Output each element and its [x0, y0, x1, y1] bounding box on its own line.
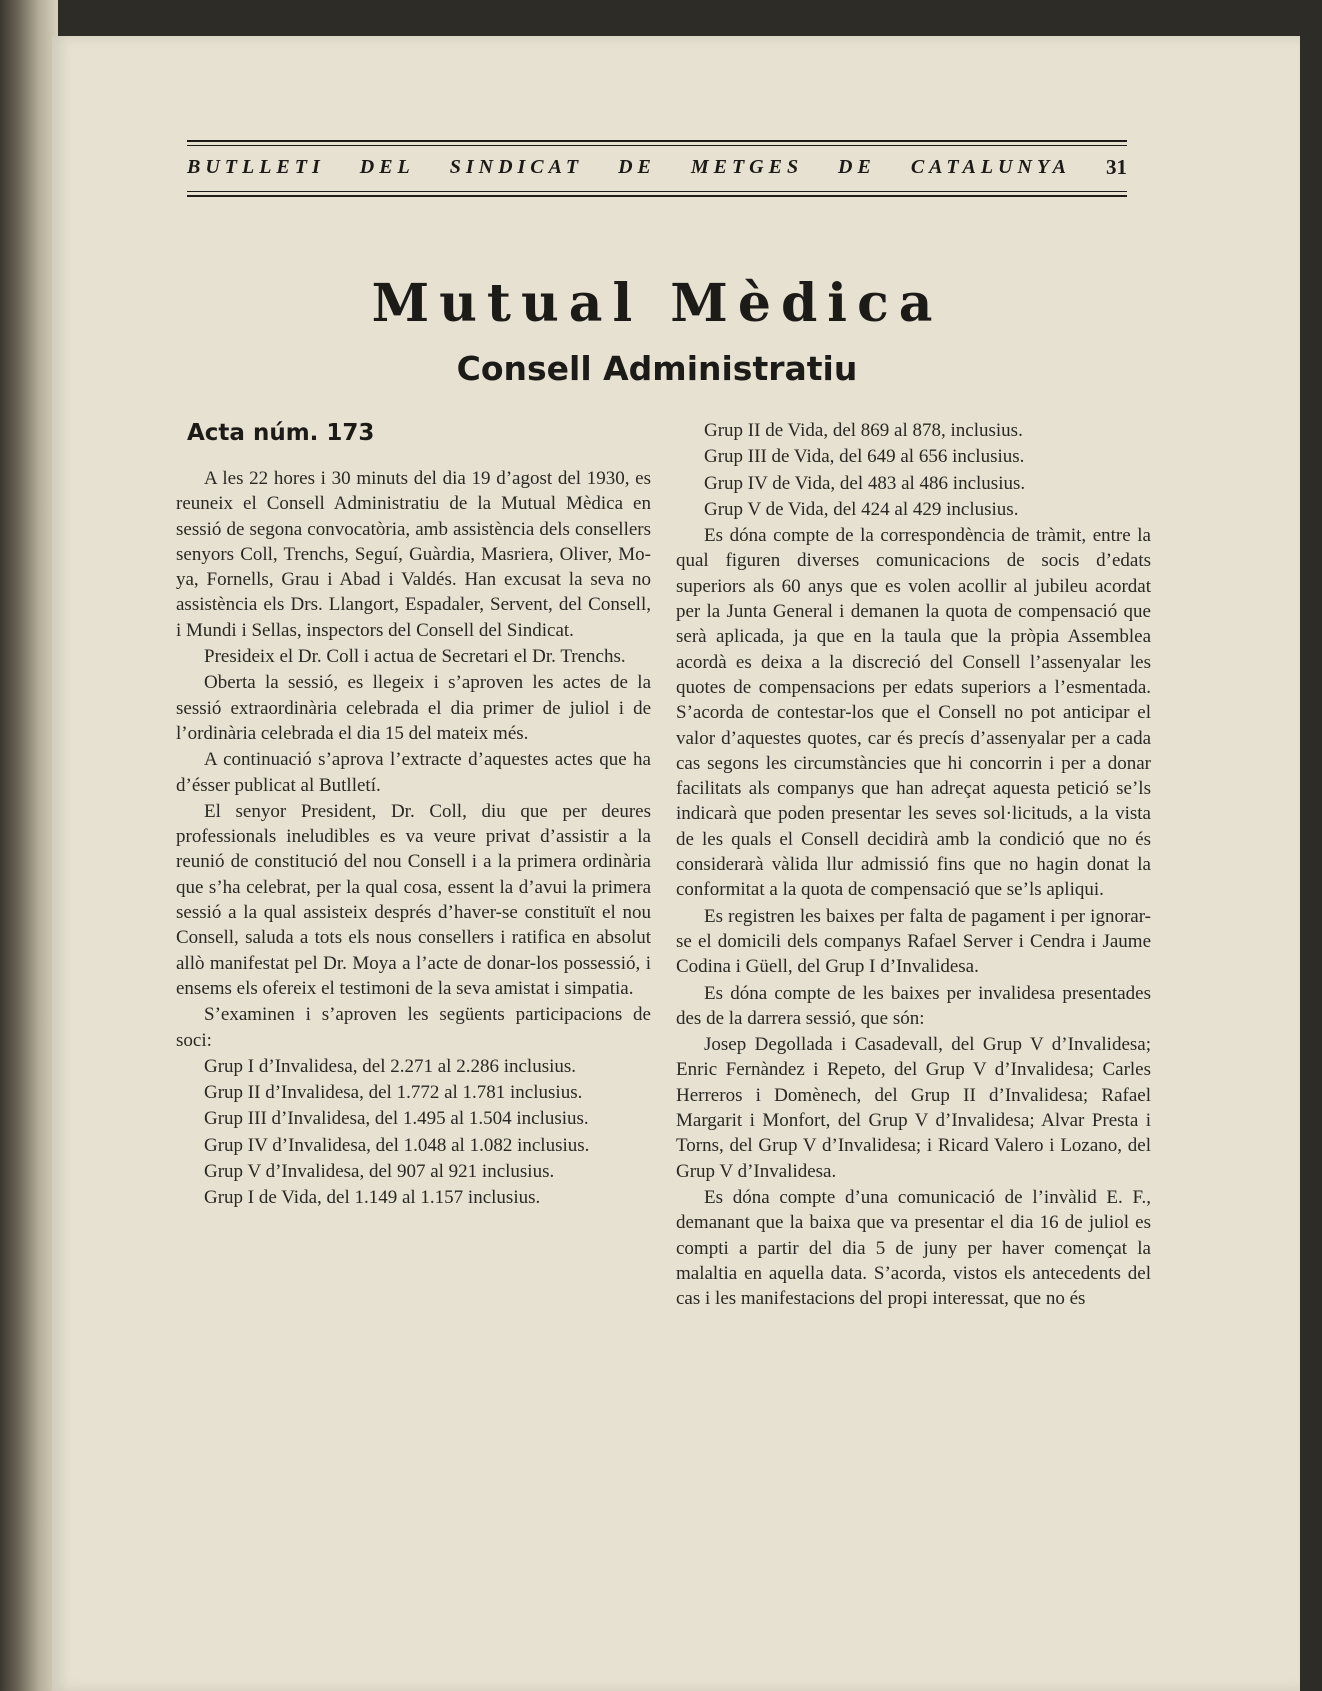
- paragraph: A les 22 hores i 30 minuts del dia 19 d’agost del 1930, es reuneix el Consell Administratiu de la Mutual Mèdica en sessió de segona convocatòria, amb assistència dels consellers senyors Coll, Trenchs, Seguí, Guàrdia, Masriera, Oliver, Moya, Fornells, Grau i Abad i Valdés. Han excusat la seva no assistència els Drs. Llangort, Espadaler, Servent, del Consell, i Mundi i Sellas, inspectors del Consell del Sindicat.: [176, 468, 651, 641]
- book-binding-shadow: [0, 0, 58, 1691]
- head-word: CATALUNYA: [910, 156, 1072, 178]
- paragraph: S’examinen i s’aproven les següents participacions de soci:: [176, 1004, 651, 1051]
- head-rule-bottom-thin: [187, 191, 1127, 192]
- article-subtitle: Consell Administratiu: [456, 349, 858, 388]
- paragraph: Josep Degollada i Casadevall, del Grup V d’Invalidesa; Enric Fernàndez i Repeto, del Grup V d’Invalidesa; Carles Herreros i Domènech, del Grup II d’Invalidesa; Rafael Margarit i Monfort, del Grup V d’Invalidesa; Alvar Presta i Torns, del Grup V d’Invalidesa; i Ricard Valero i Lozano, del Grup V d’Invalidesa.: [676, 1034, 1151, 1182]
- list-item: Grup I de Vida, del 1.149 al 1.157 inclusius.: [204, 1187, 541, 1209]
- list-item: Grup IV de Vida, del 483 al 486 inclusius.: [704, 472, 1026, 494]
- list-item: Grup II d’Invalidesa, del 1.772 al 1.781 inclusius.: [204, 1082, 583, 1104]
- head-rule-top: [187, 140, 1127, 142]
- running-head: [187, 140, 1127, 197]
- text-column-left: [176, 420, 651, 1212]
- list-item: Grup IV d’Invalidesa, del 1.048 al 1.082 inclusius.: [204, 1134, 590, 1156]
- list-item: Grup III d’Invalidesa, del 1.495 al 1.504 inclusius.: [204, 1108, 589, 1130]
- paragraph: Es dóna compte d’una comunicació de l’invàlid E. F., demanant que la baixa que va presentar el dia 16 de juliol es compti a partir del dia 5 de juny per haver començat la malaltia en aquella data. S’acorda, vistos els antecedents del cas i les manifestacions del propi interessat, que no és: [676, 1186, 1151, 1310]
- paragraph: A continuació s’aprova l’extracte d’aquestes actes que ha d’ésser publicat al Butlletí.: [176, 749, 651, 796]
- paragraph: Oberta la sessió, es llegeix i s’aproven les actes de la sessió extraordinària celebrada el dia primer de juliol i de l’ordinària celebrada el dia 15 del mateix més.: [176, 672, 651, 744]
- head-rule-bottom: [187, 195, 1127, 197]
- head-word: SINDICAT: [449, 156, 584, 178]
- head-word: DEL: [359, 156, 415, 178]
- page-number: 31: [1106, 155, 1127, 179]
- head-word: METGES: [690, 156, 804, 178]
- paragraph: Es dóna compte de les baixes per invalidesa presentades des de la darrera sessió, que són:: [676, 982, 1151, 1029]
- head-word: DE: [618, 156, 656, 178]
- paragraph: Es dóna compte de la correspondència de tràmit, entre la qual figuren diverses comunicacions de socis d’edats superiors als 60 anys que es volen acollir al jubileu acordat per la Junta General i demanen la quota de compensació que serà aplicada, ja que en la taula que la pròpia Assemblea acordà es deixa a la discreció del Consell l’assenyalar les quotes de compensacions per edats superiors a l’esmentada. S’acorda de contestar-los que el Consell no pot anticipar el valor d’aquestes quotes, car és precís d’assenyalar per a cada cas segons les circumstàncies que hi concorrin i per a donar facilitats als companys que han adreçat aquesta petició se’ls indicarà que poden presentar les seves sol·licituds, a la vista de les quals el Consell decidirà amb la condició que no és considerarà vàlida llur admissió fins que no hagin donat la conformitat a la quota de compensació que se’ls apliqui.: [676, 525, 1151, 901]
- list-item: Grup II de Vida, del 869 al 878, inclusius.: [704, 420, 1023, 441]
- text-column-right: [676, 418, 1151, 1312]
- running-head-text: [187, 146, 1127, 188]
- paragraph: Presideix el Dr. Coll i actua de Secretari el Dr. Trenchs.: [204, 646, 626, 668]
- article-title: Mutual Mèdica: [371, 273, 943, 334]
- list-item: Grup III de Vida, del 649 al 656 inclusius.: [704, 446, 1025, 468]
- head-word: BUTLLETI: [187, 156, 325, 178]
- acta-heading: Acta núm. 173: [187, 420, 375, 446]
- paragraph: Es registren les baixes per falta de pagament i per ignorar-se el domicili dels companys Rafael Server i Cendra i Jaume Codina i Güell, del Grup I d’Invalidesa.: [676, 905, 1151, 978]
- head-word: DE: [838, 156, 876, 178]
- paragraph: El senyor President, Dr. Coll, diu que per deures professionals ineludibles es va veure privat d’assistir a la reunió de constitució del nou Consell i a la primera ordinària que s’ha celebrat, per la qual cosa, essent la d’avui la primera sessió a la qual assisteix després d’haver-se constituït el nou Consell, saluda a tots els nous consellers i ratifica en absolut allò manifestat pel Dr. Moya a l’acte de donar-los possessió, i ensems els ofereix el testimoni de la seva amistat i simpatia.: [176, 800, 651, 999]
- article-title-block: [187, 273, 1127, 388]
- list-item: Grup I d’Invalidesa, del 2.271 al 2.286 inclusius.: [204, 1055, 577, 1077]
- list-item: Grup V de Vida, del 424 al 429 inclusius.: [704, 498, 1019, 520]
- list-item: Grup V d’Invalidesa, del 907 al 921 inclusius.: [204, 1161, 555, 1183]
